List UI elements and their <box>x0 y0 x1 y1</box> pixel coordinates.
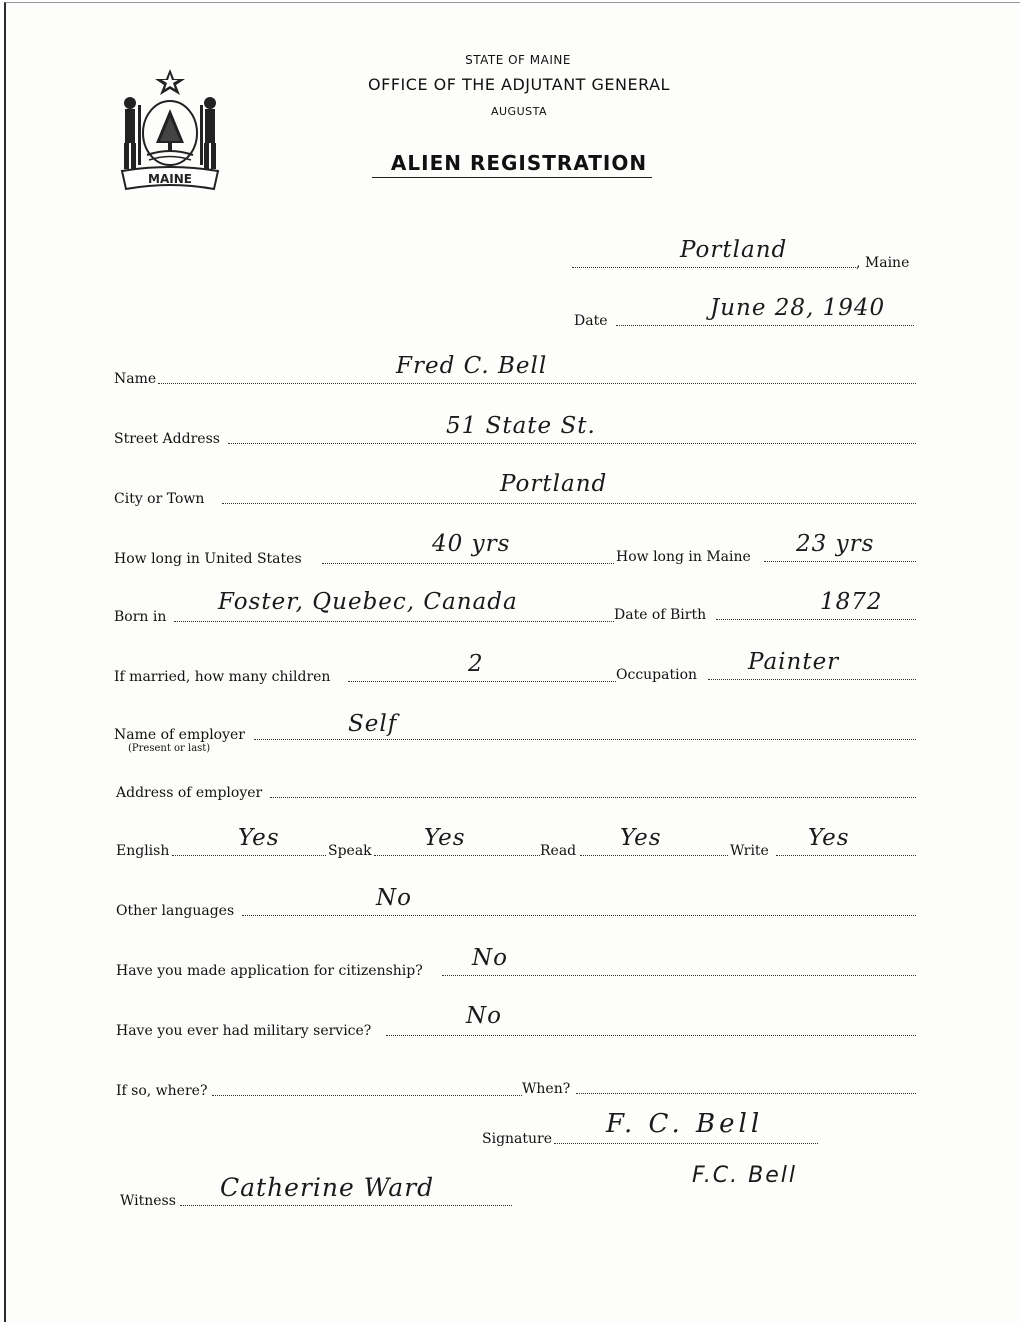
city-label: City or Town <box>114 491 205 507</box>
date-line <box>616 325 914 326</box>
other-languages-value: No <box>376 885 412 911</box>
header-office: OFFICE OF THE ADJUTANT GENERAL <box>368 75 670 94</box>
street-address-value: 51 State St. <box>446 413 596 439</box>
write-value: Yes <box>808 825 850 851</box>
name-label: Name <box>114 371 157 387</box>
speak-line <box>374 855 540 856</box>
city-line <box>222 503 916 504</box>
how-long-maine-line <box>764 561 916 562</box>
street-address-label: Street Address <box>114 431 220 447</box>
speak-label: Speak <box>328 843 372 859</box>
how-long-maine-value: 23 yrs <box>796 531 875 557</box>
how-long-us-value: 40 yrs <box>432 531 511 557</box>
children-value: 2 <box>468 651 484 677</box>
children-line <box>348 681 616 682</box>
where-label: If so, where? <box>116 1083 208 1099</box>
witness-label: Witness <box>120 1193 176 1209</box>
born-in-value: Foster, Quebec, Canada <box>218 589 518 615</box>
name-line <box>158 383 916 384</box>
printed-signature: F.C. Bell <box>692 1163 798 1188</box>
street-address-line <box>228 443 916 444</box>
where-line <box>212 1095 522 1096</box>
occupation-value: Painter <box>748 649 840 675</box>
read-value: Yes <box>620 825 662 851</box>
employer-label: Name of employer <box>114 727 245 743</box>
city-value: Portland <box>500 471 608 497</box>
born-in-label: Born in <box>114 609 167 625</box>
citizenship-value: No <box>472 945 508 971</box>
date-label: Date <box>574 313 608 329</box>
registration-form-page <box>4 2 1020 1322</box>
write-label: Write <box>730 843 769 859</box>
military-line <box>386 1035 916 1036</box>
citizenship-label: Have you made application for citizenship? <box>116 963 423 979</box>
date-of-birth-line <box>716 619 916 620</box>
date-of-birth-label: Date of Birth <box>614 607 707 623</box>
signature-value: F. C. Bell <box>606 1109 764 1139</box>
form-title: ALIEN REGISTRATION <box>390 151 648 175</box>
place-line <box>572 267 856 268</box>
occupation-label: Occupation <box>616 667 698 683</box>
how-long-us-label: How long in United States <box>114 551 302 567</box>
when-line <box>576 1093 916 1094</box>
english-label: English <box>116 843 170 859</box>
date-value: June 28, 1940 <box>710 295 886 321</box>
read-line <box>580 855 728 856</box>
when-label: When? <box>522 1081 571 1097</box>
citizenship-line <box>442 975 916 976</box>
date-of-birth-value: 1872 <box>820 589 883 615</box>
employer-line <box>254 739 916 740</box>
read-label: Read <box>540 843 577 859</box>
military-label: Have you ever had military service? <box>116 1023 372 1039</box>
title-underline <box>372 177 652 178</box>
place-value: Portland <box>680 237 788 263</box>
svg-text:MAINE: MAINE <box>148 172 192 186</box>
employer-address-line <box>270 797 916 798</box>
born-in-line <box>174 621 614 622</box>
maine-label: , Maine <box>856 255 910 271</box>
speak-value: Yes <box>424 825 466 851</box>
occupation-line <box>708 679 916 680</box>
witness-line <box>180 1205 512 1206</box>
how-long-maine-label: How long in Maine <box>616 549 751 565</box>
signature-label: Signature <box>482 1131 553 1147</box>
employer-note: (Present or last) <box>128 743 211 754</box>
english-line <box>172 855 326 856</box>
header-state: STATE OF MAINE <box>465 53 571 67</box>
header-city: AUGUSTA <box>490 105 548 118</box>
witness-value: Catherine Ward <box>220 1173 435 1202</box>
other-languages-line <box>242 915 916 916</box>
how-long-us-line <box>322 563 614 564</box>
name-value: Fred C. Bell <box>396 353 548 379</box>
other-languages-label: Other languages <box>116 903 235 919</box>
employer-address-label: Address of employer <box>116 785 263 801</box>
english-value: Yes <box>238 825 280 851</box>
signature-line <box>554 1143 818 1144</box>
military-value: No <box>466 1003 502 1029</box>
children-label: If married, how many children <box>114 669 331 685</box>
write-line <box>776 855 916 856</box>
employer-value: Self <box>348 711 398 737</box>
